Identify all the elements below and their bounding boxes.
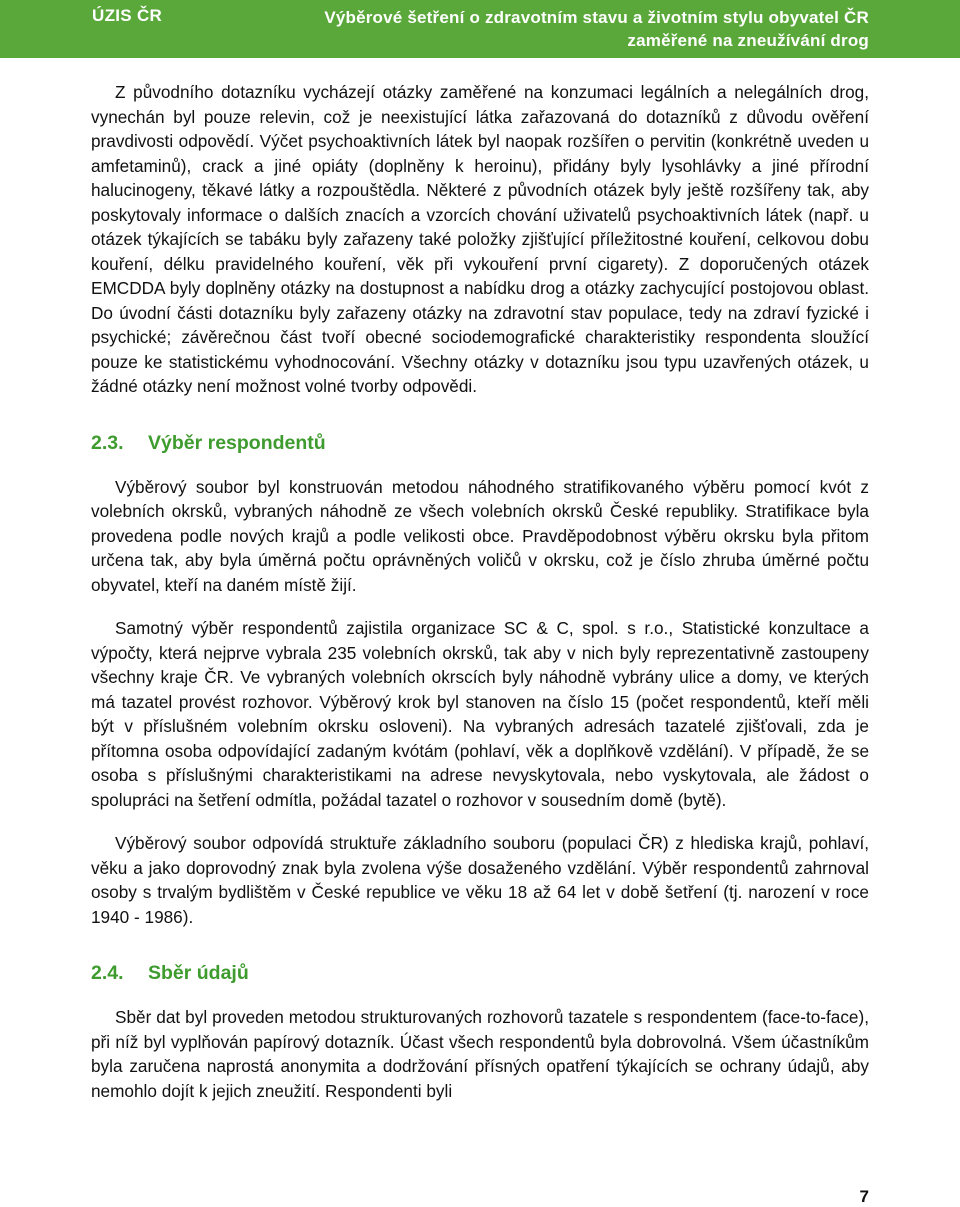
- intro-paragraph: Z původního dotazníku vycházejí otázky zaměřené na konzumaci legálních a nelegálních drog, vynechán byl pouze relevin, což je neexistující látka zařazovaná do dotazníků z důvodu ověření pravdivosti odpovědí. Výčet psychoaktivních látek byl naopak rozšířen o pervitin (konkrétně uveden u amfetaminů), crack a jiné opiáty (doplněny k heroinu), přidány byly lysohlávky a jiné přírodní halucinogeny, těkavé látky a rozpouštědla. Některé z původních otázek byly ještě rozšířeny tak, aby poskytovaly informace o dalších znacích a vzorcích chování uživatelů psychoaktivních látek (např. u otázek týkajících se tabáku byly zařazeny také položky zjišťující příležitostné kouření, celkovou dobu kouření, délku pravidelného kouření, věk při vykouření první cigarety). Z doporučených otázek EMCDDA byly doplněny otázky na dostupnost a nabídku drog a otázky zachycující postojovou oblast. Do úvodní části dotazníku byly zařazeny otázky na zdravotní stav populace, tedy na zdraví fyzické i psychické; závěrečnou část tvoří obecné sociodemografické charakteristiky respondenta sloužící pouze ke statistickému vyhodnocování. Všechny otázky v dotazníku jsou typu uzavřených otázek, u žádné otázky není možnost volné tvorby odpovědi.: [91, 82, 869, 396]
- page-number: 7: [859, 1187, 869, 1206]
- section-heading-2-4: [91, 961, 869, 985]
- paragraph: Sběr dat byl proveden metodou strukturovaných rozhovorů tazatele s respondentem (face-to-face), při níž byl vyplňován papírový dotazník. Účast všech respondentů byla dobrovolná. Všem účastníkům byla zaručena naprostá anonymita a dodržování přísných opatření týkajících se ochrany údajů, aby nemohlo dojít k jejich zneužití. Respondenti byli: [91, 1007, 869, 1101]
- header-organization: ÚZIS ČR: [92, 6, 163, 25]
- section-number: 2.4.: [91, 962, 124, 984]
- header-title-line2: zaměřené na zneužívání drog: [627, 31, 869, 50]
- document-body: [91, 80, 869, 1103]
- section-heading-2-3: [91, 431, 869, 455]
- page-header: [0, 0, 960, 58]
- section-title: Sběr údajů: [148, 962, 249, 984]
- header-title-line1: Výběrové šetření o zdravotním stavu a životním stylu obyvatel ČR: [324, 8, 869, 27]
- section-number: 2.3.: [91, 431, 124, 454]
- paragraph: Výběrový soubor byl konstruován metodou náhodného stratifikovaného výběru pomocí kvót z volebních okrsků, vybraných náhodně ze všech volebních okrsků České republiky. Stratifikace byla provedena podle nových krajů a podle velikosti obce. Pravděpodobnost výběru okrsku byla přitom určena tak, aby byla úměrná počtu oprávněných voličů v okrsku, což je číslo zhruba úměrné počtu obyvatel, kteří na daném místě žijí.: [91, 476, 869, 595]
- header-title: [324, 6, 869, 52]
- paragraph: Samotný výběr respondentů zajistila organizace SC & C, spol. s r.o., Statistické konzultace a výpočty, která nejprve vybrala 235 volebních okrsků, tak aby v nich byly reprezentativně zastoupeny všechny kraje ČR. Ve vybraných volebních okrscích byly náhodně vybrány ulice a domy, ve kterých má tazatel provést rozhovor. Výběrový krok byl stanoven na číslo 15 (počet respondentů, kteří měli být v příslušném volebním okrsku osloveni). Na vybraných adresách tazatelé zjišťovali, zda je přítomna osoba odpovídající zadaným kvótám (pohlaví, věk a doplňkově vzdělání). V případě, že se osoba s příslušnými charakteristikami na adrese nevyskytovala, nebo vyskytovala, ale žádost o spolupráci na šetření odmítla, požádal tazatel o rozhovor v sousedním domě (bytě).: [91, 618, 869, 810]
- section-title: Výběr respondentů: [148, 431, 326, 454]
- paragraph: Výběrový soubor odpovídá struktuře základního souboru (populaci ČR) z hlediska krajů, pohlaví, věku a jako doprovodný znak byla zvolena výše dosaženého vzdělání. Výběr respondentů zahrnoval osoby s trvalým bydlištěm v České republice ve věku 18 až 64 let v době šetření (tj. narození v roce 1940 - 1986).: [91, 833, 869, 927]
